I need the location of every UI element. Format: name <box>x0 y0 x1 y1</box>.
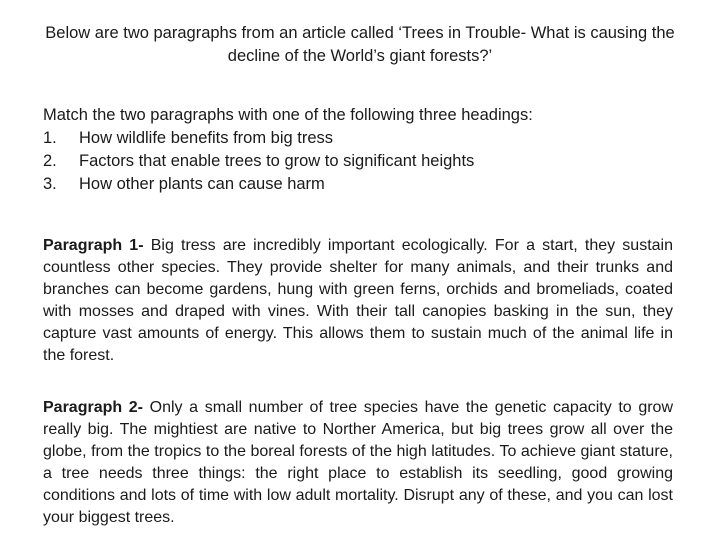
heading-option-2 <box>43 150 683 173</box>
heading-option-number: 1. <box>43 129 57 147</box>
paragraph-2 <box>43 397 673 529</box>
paragraph-2-label: Paragraph 2- <box>43 399 143 416</box>
heading-option-number: 2. <box>43 152 57 170</box>
heading-option-number: 3. <box>43 175 57 193</box>
heading-option-1 <box>43 127 683 150</box>
heading-option-text: How wildlife benefits from big tress <box>79 129 334 147</box>
heading-option-text: How other plants can cause harm <box>79 175 325 193</box>
heading-options-list <box>43 127 683 196</box>
instructions <box>43 104 683 196</box>
paragraph-2-text: Only a small number of tree species have the genetic capacity to grow really big. The mightiest are native to Norther America, but big trees grow all over the globe, from the tropics to the boreal forests of the high latitudes. To achieve giant stature, a tree needs three things: the right place to establish its seedling, good growing conditions and lots of time with low adult mortality. Disrupt any of these, and you can lost your biggest trees. <box>43 399 674 526</box>
instruction-prompt: Match the two paragraphs with one of the following three headings: <box>43 106 533 124</box>
paragraph-1-text: Big tress are incredibly important ecologically. For a start, they sustain countless other species. They provide shelter for many animals, and their trunks and branches can become gardens, hung with green ferns, orchids and bromeliads, coated with mosses and draped with vines. With their tall canopies basking in the sun, they capture vast amounts of energy. This allows them to sustain much of the animal life in the forest. <box>43 237 673 364</box>
heading-option-3 <box>43 173 683 196</box>
paragraph-1 <box>43 235 673 367</box>
heading-option-text: Factors that enable trees to grow to significant heights <box>79 152 475 170</box>
paragraph-1-label: Paragraph 1- <box>43 237 144 254</box>
intro-text: Below are two paragraphs from an article called ‘Trees in Trouble- What is causing the decline of the World’s giant forests?’ <box>45 24 675 65</box>
